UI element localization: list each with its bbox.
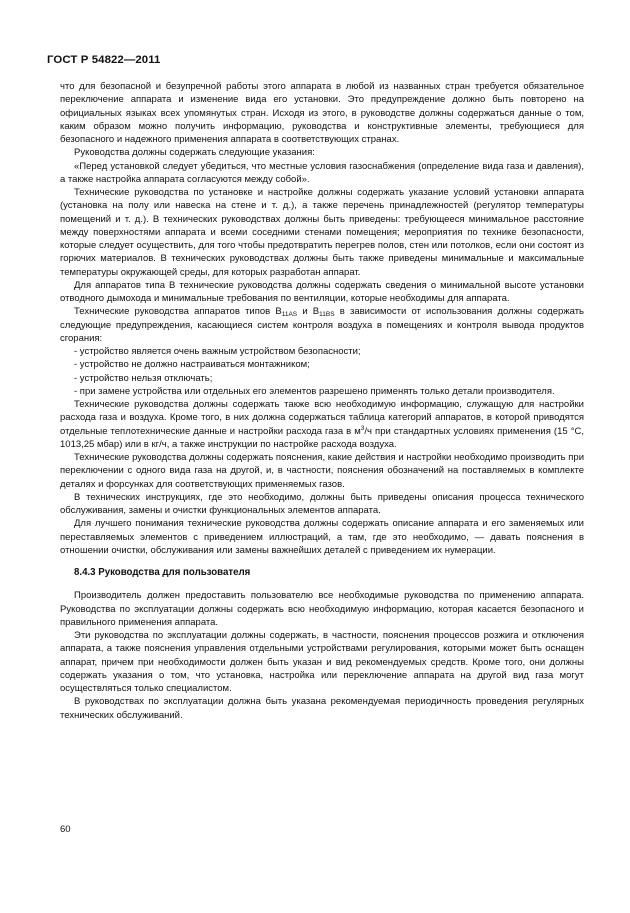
page-number: 60 — [60, 824, 71, 835]
text-run: /ч при стандартных условиях применения (15 °С, 1013,25 мбар) или в кг/ч, а также инструкции по настройке расхода воздуха. — [60, 425, 584, 450]
page-body — [60, 80, 584, 722]
paragraph: Технические руководства по установке и настройке должны содержать указание условий установки аппарата (установка на полу или навеска на стене и т. д.), а также перечень принадлежностей (регулятор температуры помещений и т. д.). В технических руководствах должны быть приведены: требующееся минимальное расстояние между поверхностями аппарата и всеми соседними стенами помещения; мероприятия по технике безопасности, которые следует осуществить, для того чтобы предотвратить перегрев полов, стен или потолков, если они состоят из горючих материалов. В технических руководствах должны быть также приведены минимальные и максимальные температуры окружающей среды, для которых разработан аппарат. — [60, 187, 584, 278]
subscript: 11BS — [319, 311, 335, 319]
paragraph-gas-settings — [60, 398, 584, 451]
document-header: ГОСТ Р 54822—2011 — [47, 54, 161, 66]
paragraph: Производитель должен предоставить пользователю все необходимые руководства по применению аппарата. Руководства по эксплуатации должны содержать всю необходимую информацию, которая касается безопасного и правильного применения аппарата. — [60, 590, 584, 628]
text-run: в зависимости от использования должны содержать следующие предупреждения, касающиеся систем контроля воздуха в помещениях и контроля вывода продуктов сгорания: — [60, 306, 584, 344]
superscript: 3 — [360, 424, 365, 432]
subscript: 11AS — [281, 311, 298, 319]
list-item: - устройство не должно настраиваться монтажником; — [74, 359, 310, 371]
paragraph: Эти руководства по эксплуатации должны содержать, в частности, пояснения процессов розжига и отключения аппарата, а также пояснения управления отдельными устройствами регулирования, которыми может быть оснащен аппарат, причем при необходимости должен быть указан и вид рекомендуемых средств. Кроме того, они должны содержать указания о том, что установка, настройка или переключение аппарата на другой вид газа могут осуществляться только специалистом. — [60, 630, 584, 694]
paragraph: В руководствах по эксплуатации должна быть указана рекомендуемая периодичность проведения регулярных технических обслуживаний. — [60, 696, 584, 721]
paragraph-quote: «Перед установкой следует убедиться, что местные условия газоснабжения (определение вида газа и давления), а также настройка аппарата согласуются между собой». — [60, 160, 584, 185]
paragraph: Руководства должны содержать следующие указания: — [74, 147, 315, 159]
list-item: - устройство нельзя отключать; — [74, 372, 213, 384]
paragraph: Для лучшего понимания технические руководства должны содержать описание аппарата и его заменяемых или переставляемых элементов с приведением иллюстраций, а там, где это необходимо, — давать пояснения в отношении очистки, обслуживания или замены важнейших деталей с приведением их нумерации. — [60, 518, 584, 556]
paragraph: В технических инструкциях, где это необходимо, должны быть приведены описания процесса технического обслуживания, замены и очистки функциональных элементов аппарата. — [60, 491, 584, 516]
list-item: - устройство является очень важным устройством безопасности; — [74, 346, 361, 357]
text-run: Технические руководства аппаратов типов В — [74, 306, 282, 318]
paragraph: Технические руководства должны содержать пояснения, какие действия и настройки необходимо производить при переключении с одного вида газа на другой, и, в частности, пояснения обозначений на поставляемых в комплекте деталях и форсунках для соответствующих применяемых газов. — [60, 452, 584, 490]
paragraph-appliance-types — [60, 305, 584, 345]
text-run: Технические руководства должны содержать также всю необходимую информацию, служащую для настройки расхода газа и воздуха. Кроме того, в них должна содержаться таблица категорий аппаратов, в которой приводятся отдельные теплотехнические данные и настройки расхода газа в м — [60, 399, 584, 437]
section-heading: 8.4.3 Руководства для пользователя — [74, 567, 251, 578]
list-item: - при замене устройства или отдельных его элементов разрешено применять только детали производителя. — [74, 385, 555, 397]
text-run: и В — [297, 306, 320, 318]
paragraph: что для безопасной и безупречной работы этого аппарата в любой из названных стран требуется обязательное переключение аппарата и изменение вида его установки. Это предупреждение должно быть повторено на официальных языках всех упомянутых стран. Исходя из этого, в руководстве должны содержаться данные о том, каким образом можно получить информацию, руководства и конструктивные элементы, требующиеся для безопасного и надежного применения аппарата в соответствующих странах. — [60, 81, 584, 145]
paragraph: Для аппаратов типа В технические руководства должны содержать сведения о минимальной высоте установки отводного дымохода и минимальные требования по вентиляции, которые необходимы для аппарата. — [60, 279, 584, 304]
